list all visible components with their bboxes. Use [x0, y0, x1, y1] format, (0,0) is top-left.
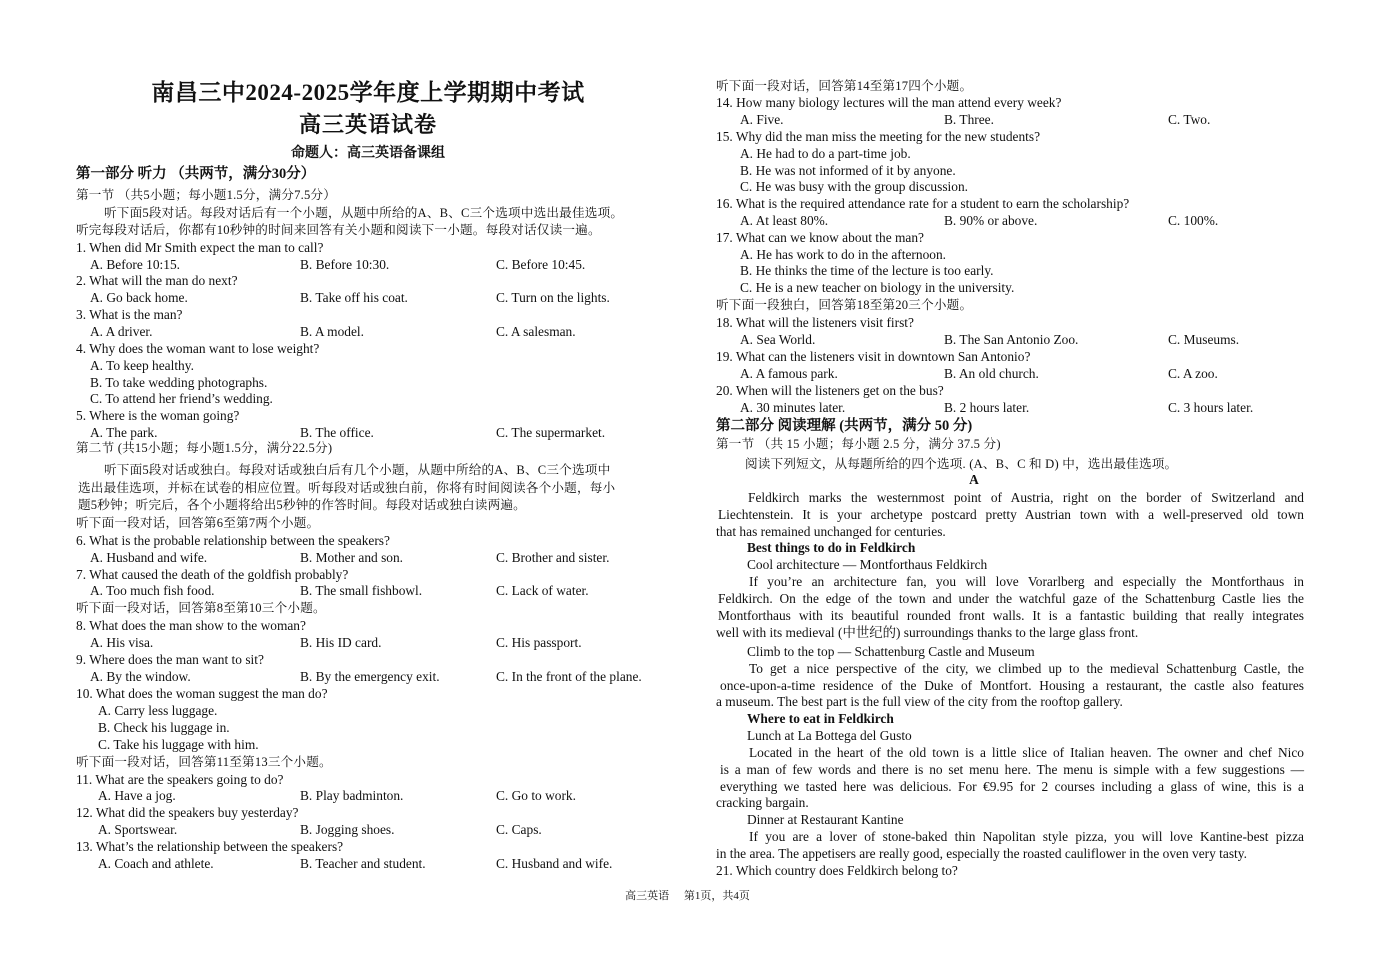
- passage-line: is a man of few words and there is no set menu here. The menu is simple with a few suggestions —: [720, 762, 1304, 777]
- question-stem: 9. Where does the man want to sit?: [76, 652, 264, 667]
- passage-line: Liechtenstein. It is your archetype postcard pretty Austrian town with a well-preserved old town: [718, 507, 1304, 522]
- option-a: A. A famous park.: [740, 366, 838, 381]
- option-c: C. Turn on the lights.: [496, 290, 610, 305]
- part2-instruction: 阅读下列短文，从每题所给的四个选项. (A、B、C 和 D) 中，选出最佳选项。: [745, 457, 1178, 471]
- passage-line: Montforthaus with its beautiful rounded front walls. It is a fantastic building that really integrates: [718, 608, 1304, 623]
- option-c: C. Museums.: [1168, 332, 1240, 347]
- option-c: C. Before 10:45.: [496, 257, 586, 272]
- option-b: B. 90% or above.: [944, 213, 1038, 228]
- listening-direction: 听下面一段对话，回答第11至第13三个小题。: [76, 755, 332, 769]
- question-stem: 17. What can we know about the man?: [716, 230, 924, 245]
- question-stem: 21. Which country does Feldkirch belong to?: [716, 863, 958, 878]
- option-a: A. His visa.: [90, 635, 154, 650]
- question-stem: 10. What does the woman suggest the man do?: [76, 686, 328, 701]
- passage-line: a museum. The best part is the full view of the city from the rooftop gallery.: [716, 694, 1123, 709]
- listening-direction: 听下面一段对话，回答第8至第10三个小题。: [76, 601, 326, 615]
- option-c: C. He is a new teacher on biology in the university.: [740, 280, 1015, 295]
- option-a: A. Coach and athlete.: [98, 856, 214, 871]
- option-b: B. The office.: [300, 425, 374, 440]
- exam-author: 命题人：高三英语备课组: [291, 146, 445, 161]
- question-stem: 6. What is the probable relationship between the speakers?: [76, 533, 390, 548]
- part1-sec2-instruction: 听下面5段对话或独白。每段对话或独白后有几个小题，从题中所给的A、B、C三个选项中: [104, 463, 611, 477]
- option-a: A. Before 10:15.: [90, 257, 180, 272]
- option-c: C. 100%.: [1168, 213, 1219, 228]
- footer-subject: 高三英语: [625, 890, 670, 902]
- option-a: A. Five.: [740, 112, 784, 127]
- passage-label: A: [969, 472, 979, 487]
- question-stem: 1. When did Mr Smith expect the man to call?: [76, 240, 324, 255]
- option-a: A. Sportswear.: [98, 822, 178, 837]
- option-b: B. Before 10:30.: [300, 257, 390, 272]
- part1-sec2-instruction-2: 选出最佳选项，并标在试卷的相应位置。听每段对话或独白前，你将有时间阅读各个小题，每小: [78, 481, 616, 495]
- question-stem: 12. What did the speakers buy yesterday?: [76, 805, 299, 820]
- option-a: A. Have a jog.: [98, 788, 176, 803]
- option-a: A. Husband and wife.: [90, 550, 208, 565]
- question-stem: 11. What are the speakers going to do?: [76, 772, 284, 787]
- option-c: C. Lack of water.: [496, 583, 589, 598]
- option-b: B. His ID card.: [300, 635, 382, 650]
- passage-paragraph: If you’re an architecture fan, you will love Vorarlberg and especially the Montforthaus in: [749, 574, 1304, 589]
- option-a: A. Go back home.: [90, 290, 188, 305]
- option-a: A. 30 minutes later.: [740, 400, 846, 415]
- passage-line: everything we tasted here was delicious. For €9.95 for 2 courses including a glass of wine, this is a: [720, 779, 1304, 794]
- option-a: A. Sea World.: [740, 332, 816, 347]
- passage-line: well with its medieval (中世纪的) surroundings thanks to the large glass front.: [716, 625, 1139, 640]
- question-stem: 13. What’s the relationship between the speakers?: [76, 839, 344, 854]
- option-b: B. By the emergency exit.: [300, 669, 440, 684]
- option-c: C. His passport.: [496, 635, 582, 650]
- passage-paragraph: Located in the heart of the old town is a little slice of Italian heaven. The owner and chef Nico: [749, 745, 1304, 760]
- question-stem: 20. When will the listeners get on the bus?: [716, 383, 944, 398]
- option-b: B. 2 hours later.: [944, 400, 1030, 415]
- option-c: C. The supermarket.: [496, 425, 606, 440]
- option-b: B. Play badminton.: [300, 788, 404, 803]
- option-c: C. He was busy with the group discussion.: [740, 179, 969, 194]
- option-b: B. He was not informed of it by anyone.: [740, 163, 956, 178]
- passage-subtitle: Climb to the top — Schattenburg Castle and Museum: [747, 644, 1035, 659]
- part1-sec2-heading: 第二节 (共15小题；每小题1.5分，满分22.5分): [76, 441, 333, 455]
- option-b: B. An old church.: [944, 366, 1039, 381]
- option-b: B. He thinks the time of the lecture is too early.: [740, 263, 994, 278]
- question-stem: 14. How many biology lectures will the man attend every week?: [716, 95, 1062, 110]
- passage-paragraph: To get a nice perspective of the city, we climbed up to the medieval Schattenburg Castle, the: [749, 661, 1304, 676]
- option-b: B. Take off his coat.: [300, 290, 408, 305]
- passage-subtitle: Lunch at La Bottega del Gusto: [747, 728, 912, 743]
- exam-title: 南昌三中2024-2025学年度上学期期中考试: [151, 80, 585, 105]
- question-stem: 4. Why does the woman want to lose weight?: [76, 341, 320, 356]
- option-c: C. Go to work.: [496, 788, 576, 803]
- passage-subheading: Where to eat in Feldkirch: [747, 711, 894, 726]
- listening-direction: 听下面一段独白，回答第18至第20三个小题。: [716, 298, 973, 312]
- question-stem: 2. What will the man do next?: [76, 273, 238, 288]
- option-a: A. Too much fish food.: [90, 583, 215, 598]
- part2-heading: 第二部分 阅读理解 (共两节，满分 50 分): [716, 418, 973, 434]
- part1-sec1-heading: 第一节 （共5小题；每小题1.5分，满分7.5分）: [76, 188, 337, 202]
- question-stem: 3. What is the man?: [76, 307, 183, 322]
- part2-sec1-heading: 第一节 （共 15 小题；每小题 2.5 分，满分 37.5 分): [716, 437, 1001, 451]
- option-b: B. Three.: [944, 112, 994, 127]
- footer-page-number: 第1页，共4页: [683, 890, 750, 902]
- question-stem: 8. What does the man show to the woman?: [76, 618, 306, 633]
- option-b: B. The San Antonio Zoo.: [944, 332, 1079, 347]
- option-c: C. A zoo.: [1168, 366, 1218, 381]
- page-footer: [0, 889, 1375, 903]
- passage-paragraph: Feldkirch marks the westernmost point of Austria, right on the border of Switzerland and: [748, 490, 1304, 505]
- option-a: A. To keep healthy.: [90, 358, 194, 373]
- listening-direction: 听下面一段对话，回答第14至第17四个小题。: [716, 79, 973, 93]
- part1-sec2-instruction-3: 题5秒钟；听完后，各个小题将给出5秒钟的作答时间。每段对话或独白读两遍。: [78, 498, 526, 512]
- option-a: A. A driver.: [90, 324, 153, 339]
- option-c: C. Husband and wife.: [496, 856, 613, 871]
- option-c: C. A salesman.: [496, 324, 576, 339]
- option-c: C. In the front of the plane.: [496, 669, 642, 684]
- option-b: B. Mother and son.: [300, 550, 404, 565]
- option-c: C. To attend her friend’s wedding.: [90, 391, 273, 406]
- question-stem: 15. Why did the man miss the meeting for the new students?: [716, 129, 1041, 144]
- part1-sec1-instruction-2: 听完每段对话后，你都有10秒钟的时间来回答有关小题和阅读下一小题。每段对话仅读一遍。: [76, 223, 601, 237]
- passage-subheading: Best things to do in Feldkirch: [747, 540, 916, 555]
- passage-subtitle: Dinner at Restaurant Kantine: [747, 812, 904, 827]
- listening-direction: 听下面一段对话，回答第6至第7两个小题。: [76, 516, 320, 530]
- option-a: A. At least 80%.: [740, 213, 829, 228]
- option-a: A. The park.: [90, 425, 158, 440]
- question-stem: 18. What will the listeners visit first?: [716, 315, 914, 330]
- passage-subtitle: Cool architecture — Montforthaus Feldkirch: [747, 557, 988, 572]
- option-a: A. He has work to do in the afternoon.: [740, 247, 947, 262]
- option-c: C. Caps.: [496, 822, 542, 837]
- passage-line: once-upon-a-time residence of the Duke of Montfort. Housing a restaurant, the castle also features: [720, 678, 1304, 693]
- option-b: B. To take wedding photographs.: [90, 375, 268, 390]
- option-b: B. A model.: [300, 324, 364, 339]
- option-b: B. Jogging shoes.: [300, 822, 395, 837]
- passage-paragraph: If you are a lover of stone-baked thin Napolitan style pizza, you will love Kantine-best pizza: [749, 829, 1304, 844]
- question-stem: 16. What is the required attendance rate for a student to earn the scholarship?: [716, 196, 1130, 211]
- option-b: B. Teacher and student.: [300, 856, 426, 871]
- part1-sec1-instruction: 听下面5段对话。每段对话后有一个小题，从题中所给的A、B、C三个选项中选出最佳选项。: [104, 206, 624, 220]
- part1-heading: 第一部分 听力 （共两节，满分30分）: [76, 166, 316, 182]
- passage-line: cracking bargain.: [716, 795, 809, 810]
- option-b: B. Check his luggage in.: [98, 720, 230, 735]
- question-stem: 7. What caused the death of the goldfish probably?: [76, 567, 349, 582]
- question-stem: 5. Where is the woman going?: [76, 408, 240, 423]
- passage-line: Feldkirch. On the edge of the town and under the watchful gaze of the Schattenburg Castle lies the: [718, 591, 1304, 606]
- passage-line: that has remained unchanged for centuries.: [716, 524, 946, 539]
- option-a: A. Carry less luggage.: [98, 703, 218, 718]
- option-b: B. The small fishbowl.: [300, 583, 423, 598]
- option-c: C. 3 hours later.: [1168, 400, 1254, 415]
- option-c: C. Brother and sister.: [496, 550, 610, 565]
- question-stem: 19. What can the listeners visit in downtown San Antonio?: [716, 349, 1031, 364]
- option-a: A. He had to do a part-time job.: [740, 146, 911, 161]
- option-c: C. Take his luggage with him.: [98, 737, 259, 752]
- option-c: C. Two.: [1168, 112, 1211, 127]
- option-a: A. By the window.: [90, 669, 191, 684]
- exam-subtitle: 高三英语试卷: [298, 112, 437, 137]
- passage-line: in the area. The appetisers are really good, especially the roasted cauliflower in the oven very tasty.: [716, 846, 1247, 861]
